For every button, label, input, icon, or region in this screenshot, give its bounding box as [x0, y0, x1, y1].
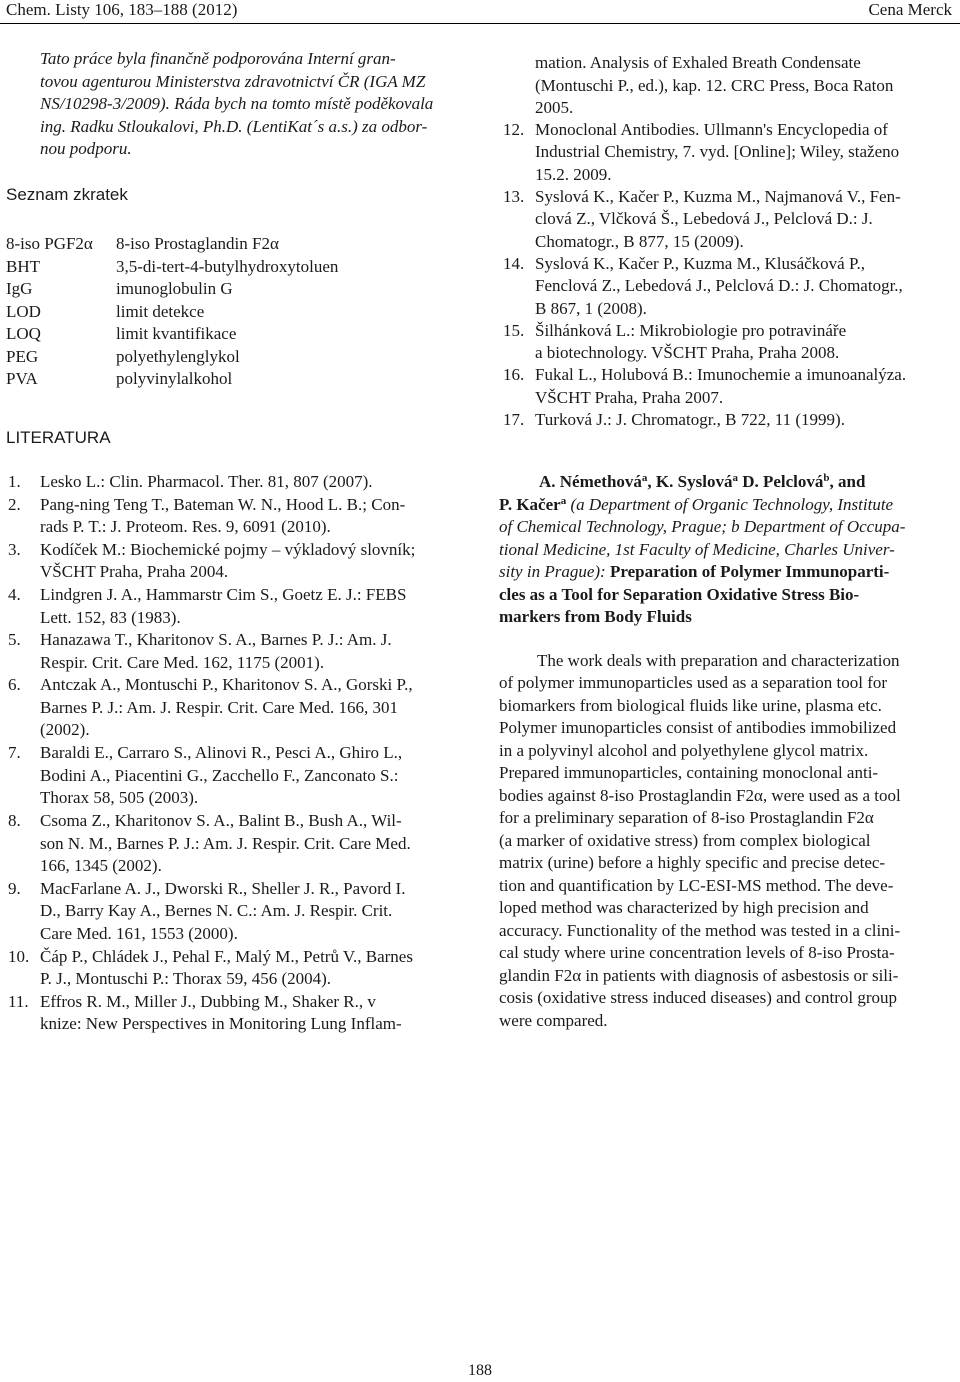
reference-line: B 867, 1 (2008). — [535, 298, 647, 318]
reference-line: Čáp P., Chládek J., Pehal F., Malý M., Petrů V., Barnes — [40, 946, 413, 966]
reference-line: son N. M., Barnes P. J.: Am. J. Respir. Crit. Care Med. — [40, 833, 411, 853]
reference-line: Care Med. 161, 1553 (2000). — [40, 923, 238, 943]
abstract-line: in a polyvinyl alcohol and polyethylene glycol matrix. — [499, 740, 869, 760]
reference-number: 4. — [8, 585, 21, 604]
abbreviation-meaning: polyvinylalkohol — [116, 369, 233, 388]
abstract-line: cal study where urine concentration levels of 8-iso Prosta- — [499, 943, 895, 962]
authors-affil-line — [499, 494, 955, 517]
abstract-line: biomarkers from biological fluids like urine, plasma etc. — [499, 695, 882, 715]
article-title-line: cles as a Tool for Separation Oxidative Stress Bio- — [499, 584, 860, 604]
article-title: Preparation of Polymer Immunoparti- — [609, 562, 890, 581]
ack-line: nou podporu. — [40, 139, 132, 158]
abbreviations-heading: Seznam zkratek — [6, 185, 128, 204]
affiliation-line: of Chemical Technology, Prague; b Department of Occupa- — [499, 517, 906, 536]
reference-text — [40, 471, 373, 494]
reference-number: 14. — [503, 253, 525, 273]
reference-line: Thorax 58, 505 (2003). — [40, 788, 199, 808]
reference-number: 16. — [503, 365, 525, 385]
authors-line — [499, 471, 955, 494]
abbreviation-meaning: imunoglobulin G — [116, 279, 233, 298]
reference-number: 2. — [8, 494, 21, 514]
abstract-line: The work deals with preparation and characterization — [537, 650, 900, 670]
reference-line: Csoma Z., Kharitonov S. A., Balint B., Bush A., Wil- — [40, 811, 402, 830]
abstract-line: were compared. — [499, 1010, 608, 1030]
reference-text — [535, 320, 846, 365]
abbreviation-term: BHT — [6, 256, 40, 276]
section-title: Cena Merck — [868, 0, 952, 19]
reference-line: (2002). — [40, 720, 90, 740]
reference-line: Baraldi E., Carraro S., Alinovi R., Pesci A., Ghiro L., — [40, 743, 403, 763]
author-affil: a — [641, 472, 648, 484]
reference-text — [535, 52, 893, 120]
abstract-line: bodies against 8-iso Prostaglandin F2α, were used as a tool — [499, 785, 901, 805]
reference-line: Chomatogr., B 877, 15 (2009). — [535, 231, 744, 251]
reference-line: Lett. 152, 83 (1983). — [40, 607, 181, 627]
reference-text — [40, 584, 406, 629]
affil-title-line — [499, 561, 955, 584]
abbreviation-term: 8-iso PGF2α — [6, 234, 93, 253]
reference-line: Monoclonal Antibodies. Ullmann's Encyclopedia of — [535, 119, 888, 139]
author-name: A. Némethová — [539, 472, 642, 491]
abstract-line: matrix (urine) before a highly specific and precise detec- — [499, 853, 886, 872]
reference-line: Industrial Chemistry, 7. vyd. [Online]; Wiley, staženo — [535, 142, 900, 162]
author-name: D. Pelclová — [737, 472, 824, 491]
reference-number: 11. — [8, 991, 29, 1011]
abstract-line: accuracy. Functionality of the method was tested in a clini- — [499, 920, 901, 940]
reference-line: Effros R. M., Miller J., Dubbing M., Shaker R., v — [40, 991, 376, 1011]
reference-line: Syslová K., Kačer P., Kuzma M., Klusáčková P., — [535, 253, 866, 273]
abstract-line: (a marker of oxidative stress) from complex biological — [499, 830, 871, 850]
reference-text — [40, 539, 415, 584]
ack-line: ing. Radku Stloukalovi, Ph.D. (LentiKat´s a.s.) za odbor- — [40, 116, 428, 136]
reference-number: 13. — [503, 186, 525, 206]
reference-text — [535, 409, 845, 432]
reference-number: 6. — [8, 675, 21, 695]
abbreviation-meaning: limit kvantifikace — [116, 324, 237, 343]
abstract-line: Polymer imunoparticles consist of antibodies immobilized — [499, 718, 897, 737]
reference-number: 9. — [8, 878, 21, 898]
author-affil: b — [823, 472, 830, 484]
reference-text — [40, 878, 405, 946]
abstract-line: for a preliminary separation of 8-iso Prostaglandin F2α — [499, 808, 874, 827]
abbreviation-term: LOQ — [6, 324, 41, 343]
abstract-line: cosis (oxidative stress induced diseases) and control group — [499, 988, 897, 1007]
reference-line: VŠCHT Praha, Praha 2004. — [40, 562, 229, 582]
journal-citation: Chem. Listy 106, 183–188 (2012) — [6, 0, 238, 19]
reference-number: 12. — [503, 119, 525, 139]
reference-text — [40, 494, 405, 539]
reference-line: mation. Analysis of Exhaled Breath Condensate — [535, 53, 861, 72]
reference-line: Hanazawa T., Kharitonov S. A., Barnes P. J.: Am. J. — [40, 630, 392, 650]
reference-text — [535, 186, 901, 254]
author-name: , K. Syslová — [647, 472, 733, 491]
reference-line: P. J., Montuschi P.: Thorax 59, 456 (2004). — [40, 969, 332, 989]
affiliation-line: tional Medicine, 1st Faculty of Medicine, Charles Univer- — [499, 539, 895, 559]
reference-text — [40, 629, 392, 674]
reference-line: a biotechnology. VŠCHT Praha, Praha 2008. — [535, 343, 840, 363]
literature-heading: LITERATURA — [6, 428, 111, 447]
author-name: , and — [829, 472, 866, 491]
abstract-line: loped method was characterized by high precision and — [499, 898, 869, 917]
reference-line: Barnes P. J.: Am. J. Respir. Crit. Care Med. 166, 301 — [40, 697, 398, 717]
reference-text — [40, 810, 411, 878]
reference-line: Kodíček M.: Biochemické pojmy – výkladový slovník; — [40, 539, 416, 559]
reference-line: Fukal L., Holubová B.: Imunochemie a imunoanalýza. — [535, 365, 907, 385]
reference-line: rads P. T.: J. Proteom. Res. 9, 6091 (2010). — [40, 517, 331, 537]
ack-line: Tato práce byla finančně podporována Interní gran- — [40, 49, 396, 68]
reference-line: Pang-ning Teng T., Bateman W. N., Hood L. B.; Con- — [40, 494, 406, 514]
reference-text — [40, 991, 402, 1036]
reference-line: 166, 1345 (2002). — [40, 856, 162, 875]
header-rule — [0, 23, 960, 24]
reference-line: Turková J.: J. Chromatogr., B 722, 11 (1999). — [535, 409, 845, 429]
abbreviation-term: PEG — [6, 346, 39, 366]
abbreviation-meaning: 8-iso Prostaglandin F2α — [116, 234, 279, 253]
affiliation-text: (a Department of Organic Technology, Institute — [566, 494, 894, 514]
article-title-line: markers from Body Fluids — [499, 607, 692, 626]
english-abstract — [499, 471, 955, 1032]
reference-line: MacFarlane A. J., Dworski R., Sheller J. R., Pavord I. — [40, 878, 406, 898]
reference-line: Lesko L.: Clin. Pharmacol. Ther. 81, 807 (2007). — [40, 472, 373, 491]
ack-line: NS/10298-3/2009). Ráda bych na tomto místě poděkovala — [40, 94, 434, 113]
reference-line: Respir. Crit. Care Med. 162, 1175 (2001). — [40, 652, 325, 672]
reference-line: 15.2. 2009. — [535, 164, 612, 184]
reference-text — [535, 364, 906, 409]
abbreviation-meaning: limit detekce — [116, 301, 205, 321]
reference-line: (Montuschi P., ed.), kap. 12. CRC Press, Boca Raton — [535, 75, 894, 95]
reference-text — [40, 674, 413, 742]
acknowledgement — [40, 48, 458, 161]
author-affil: a — [732, 472, 738, 484]
page-number: 188 — [468, 1362, 492, 1379]
reference-number: 1. — [8, 472, 21, 491]
abbreviation-meaning: 3,5-di-tert-4-butylhydroxytoluen — [116, 256, 339, 276]
reference-line: D., Barry Kay A., Bernes N. C.: Am. J. Respir. Crit. — [40, 901, 393, 921]
author-name: P. Kačer — [499, 494, 561, 514]
abstract-line: glandin F2α in patients with diagnosis of asbestosis or sili- — [499, 965, 899, 985]
abstract-line: tion and quantification by LC-ESI-MS method. The deve- — [499, 875, 894, 895]
ack-line: tovou agenturou Ministerstva zdravotnictví ČR (IGA MZ — [40, 71, 426, 91]
abbreviation-term: LOD — [6, 301, 41, 321]
reference-line: Bodini A., Piacentini G., Zacchello F., Zanconato S.: — [40, 765, 399, 785]
author-affil: a — [560, 494, 567, 507]
reference-number: 8. — [8, 811, 21, 830]
abbreviation-term: IgG — [6, 279, 33, 298]
affiliation-text: sity in Prague): — [499, 562, 610, 581]
reference-line: knize: New Perspectives in Monitoring Lung Inflam- — [40, 1014, 402, 1034]
reference-number: 10. — [8, 946, 30, 966]
reference-line: Fenclová Z., Lebedová J., Pelclová D.: J. Chomatogr., — [535, 276, 903, 296]
abstract-line: of polymer immunoparticles used as a separation tool for — [499, 673, 888, 692]
reference-line: Syslová K., Kačer P., Kuzma M., Najmanová V., Fen- — [535, 186, 901, 206]
reference-number: 7. — [8, 743, 21, 763]
abstract-body — [499, 650, 955, 1033]
reference-number: 17. — [503, 409, 525, 429]
reference-number: 15. — [503, 320, 525, 340]
reference-text — [40, 946, 413, 991]
reference-line: Lindgren J. A., Hammarstr Cim S., Goetz E. J.: FEBS — [40, 585, 407, 604]
reference-line: Antczak A., Montuschi P., Kharitonov S. A., Gorski P., — [40, 675, 413, 695]
abstract-line: Prepared immunoparticles, containing monoclonal anti- — [499, 763, 879, 782]
reference-text — [535, 253, 903, 321]
reference-text — [535, 119, 899, 187]
abbreviation-term: PVA — [6, 369, 38, 388]
reference-number: 5. — [8, 630, 21, 650]
reference-line: VŠCHT Praha, Praha 2007. — [535, 387, 724, 407]
reference-line: clová Z., Vlčková Š., Lebedová J., Pelclová D.: J. — [535, 209, 873, 229]
abbreviation-meaning: polyethylenglykol — [116, 346, 240, 366]
reference-number: 3. — [8, 539, 21, 559]
reference-line: 2005. — [535, 98, 574, 117]
reference-text — [40, 742, 402, 810]
reference-line: Šilhánková L.: Mikrobiologie pro potravináře — [535, 320, 847, 340]
